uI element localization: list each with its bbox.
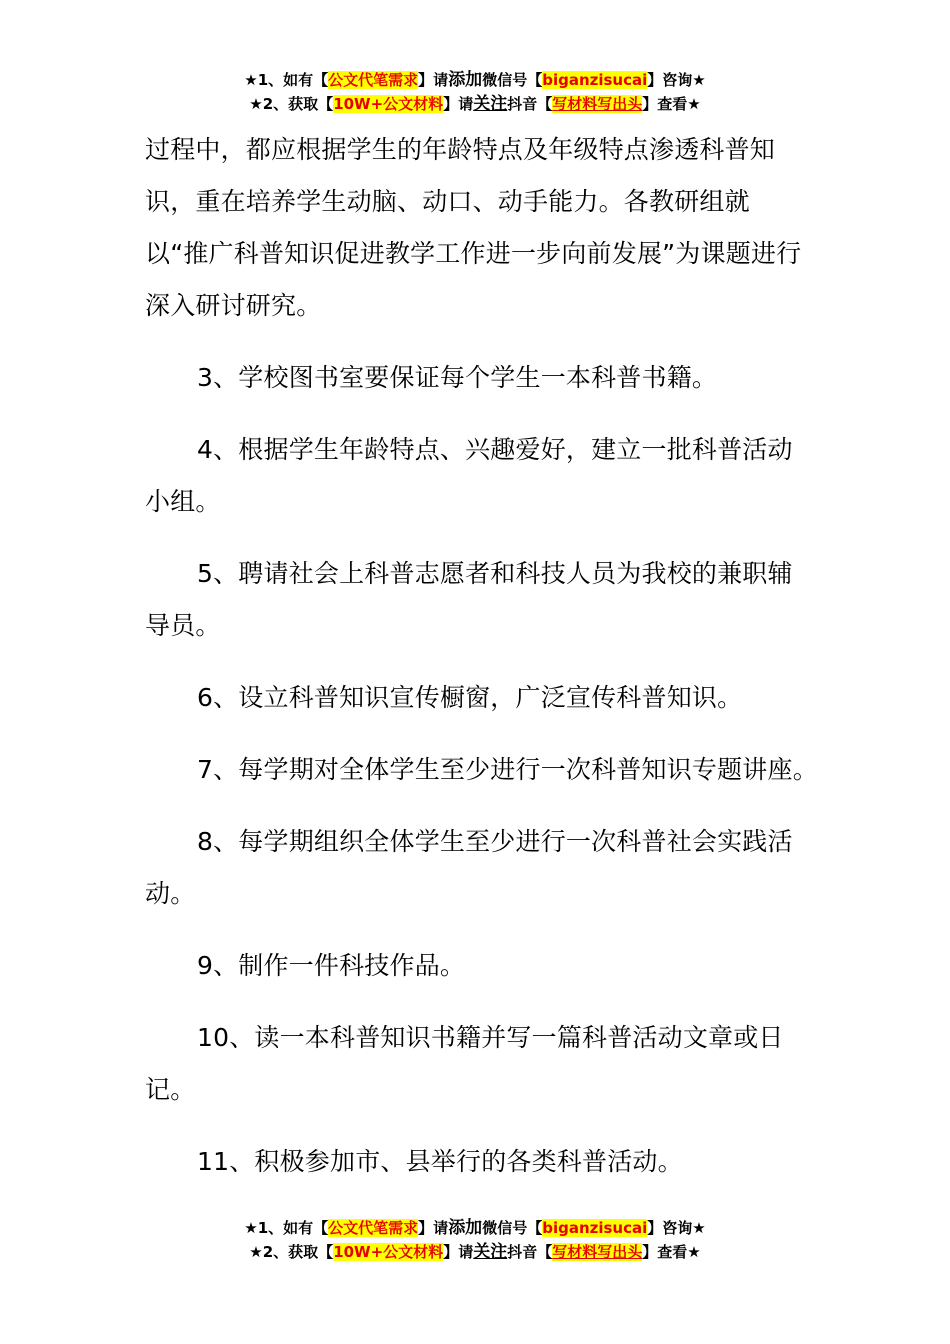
banner-text: 抖音【: [507, 95, 553, 113]
banner-text: 】咨询★: [647, 71, 706, 89]
highlight-service: 公文代笔需求: [328, 1219, 419, 1237]
banner-text: 添加: [448, 70, 483, 90]
paragraph: 4、根据学生年龄特点、兴趣爱好，建立一批科普活动小组。: [145, 435, 793, 516]
banner-line-2: [0, 92, 950, 116]
banner-line-1: [0, 68, 950, 92]
banner-text: 抖音【: [507, 1243, 553, 1261]
highlight-douyin: 写材料写出头: [552, 1243, 643, 1261]
highlight-wechat-id: biganzisucai: [542, 71, 648, 89]
banner-text: 微信号【: [482, 71, 543, 89]
banner-text: 关注: [473, 1242, 508, 1262]
banner-text: ★1、如有【: [244, 71, 329, 89]
document-body: [145, 124, 818, 1208]
banner-text: 】请: [418, 71, 449, 89]
paragraph: 7、每学期对全体学生至少进行一次科普知识专题讲座。: [197, 755, 818, 784]
paragraph: 3、学校图书室要保证每个学生一本科普书籍。: [197, 363, 718, 392]
highlight-wechat-id: biganzisucai: [542, 1219, 648, 1237]
paragraph: 11、积极参加市、县举行的各类科普活动。: [197, 1147, 683, 1176]
banner-text: 】咨询★: [647, 1219, 706, 1237]
banner-text: 】请: [418, 1219, 449, 1237]
footer-banner: [0, 1216, 950, 1264]
banner-text: ★1、如有【: [244, 1219, 329, 1237]
banner-text: 】查看★: [642, 1243, 701, 1261]
banner-text: ★2、获取【: [249, 95, 334, 113]
paragraph: 过程中，都应根据学生的年龄特点及年级特点渗透科普知识，重在培养学生动脑、动口、动手能力。各教研组就以“推广科普知识促进教学工作进一步向前发展”为课题进行深入研讨研究。: [145, 135, 802, 320]
paragraph: 8、每学期组织全体学生至少进行一次科普社会实践活动。: [145, 827, 793, 908]
banner-text: 】请: [443, 1243, 474, 1261]
highlight-materials: 10W+公文材料: [333, 95, 444, 113]
highlight-service: 公文代笔需求: [328, 71, 419, 89]
banner-text: ★2、获取【: [249, 1243, 334, 1261]
paragraph: 10、读一本科普知识书籍并写一篇科普活动文章或日记。: [145, 1023, 784, 1104]
paragraph: 5、聘请社会上科普志愿者和科技人员为我校的兼职辅导员。: [145, 559, 793, 640]
banner-line-2: [0, 1240, 950, 1264]
paragraph: 6、设立科普知识宣传橱窗，广泛宣传科普知识。: [197, 683, 743, 712]
header-banner: [0, 68, 950, 116]
banner-text: 关注: [473, 94, 508, 114]
banner-text: 微信号【: [482, 1219, 543, 1237]
paragraph: 9、制作一件科技作品。: [197, 951, 466, 980]
banner-text: 添加: [448, 1218, 483, 1238]
banner-line-1: [0, 1216, 950, 1240]
banner-text: 】请: [443, 95, 474, 113]
banner-text: 】查看★: [642, 95, 701, 113]
highlight-materials: 10W+公文材料: [333, 1243, 444, 1261]
highlight-douyin: 写材料写出头: [552, 95, 643, 113]
